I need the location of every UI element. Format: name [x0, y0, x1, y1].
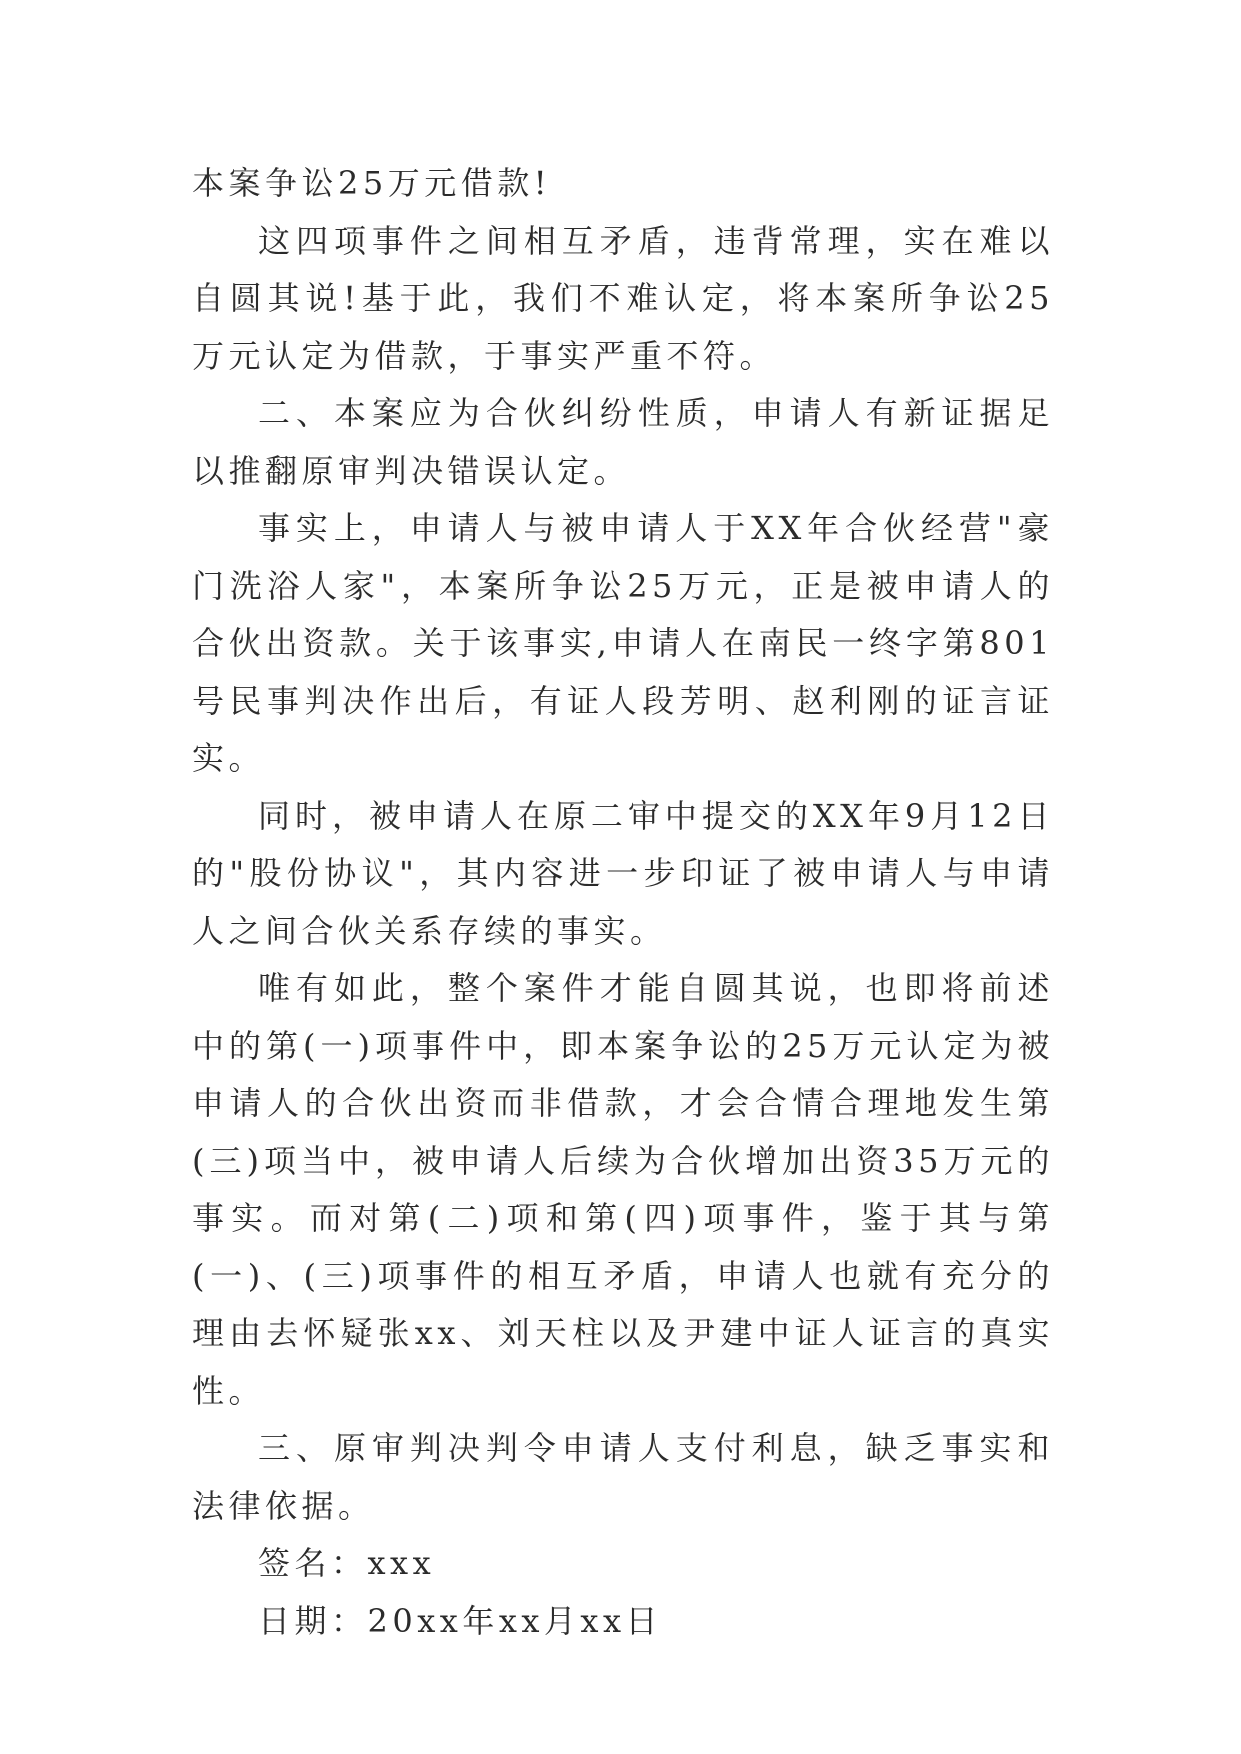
- date-line: 日期：20xx年xx月xx日: [258, 1601, 663, 1640]
- paragraph-continuation: 本案争讼25万元借款!: [192, 164, 552, 202]
- paragraph-share-agreement: 同时，被申请人在原二审中提交的XX年9月12日的"股份协议"，其内容进一步印证了被申请人与申请人之间合伙关系存续的事实。: [192, 796, 1054, 950]
- paragraph-conclusion: 唯有如此，整个案件才能自圆其说，也即将前述中的第(一)项事件中，即本案争讼的25万元认定为被申请人的合伙出资而非借款，才会合情合理地发生第(三)项当中，被申请人后续为合伙增加出资35万元的事实。而对第(二)项和第(四)项事件，鉴于其与第(一)、(三)项事件的相互矛盾，申请人也就有充分的理由去怀疑张xx、刘天柱以及尹建中证人证言的真实性。: [192, 969, 1054, 1410]
- signature-line: 签名：xxx: [258, 1544, 436, 1582]
- paragraph-partnership-fact: 事实上，申请人与被申请人于XX年合伙经营"豪门洗浴人家"，本案所争讼25万元，正是被申请人的合伙出资款。关于该事实,申请人在南民一终字第801号民事判决作出后，有证人段芳明、赵利刚的证言证实。: [192, 509, 1054, 777]
- heading-point-two: 二、本案应为合伙纠纷性质，申请人有新证据足以推翻原审判决错误认定。: [192, 394, 1054, 490]
- heading-point-three: 三、原审判决判令申请人支付利息，缺乏事实和法律依据。: [192, 1429, 1054, 1525]
- document-body: [192, 155, 1054, 1650]
- paragraph-contradiction: 这四项事件之间相互矛盾，违背常理，实在难以自圆其说!基于此，我们不难认定，将本案所争讼25万元认定为借款，于事实严重不符。: [192, 221, 1054, 375]
